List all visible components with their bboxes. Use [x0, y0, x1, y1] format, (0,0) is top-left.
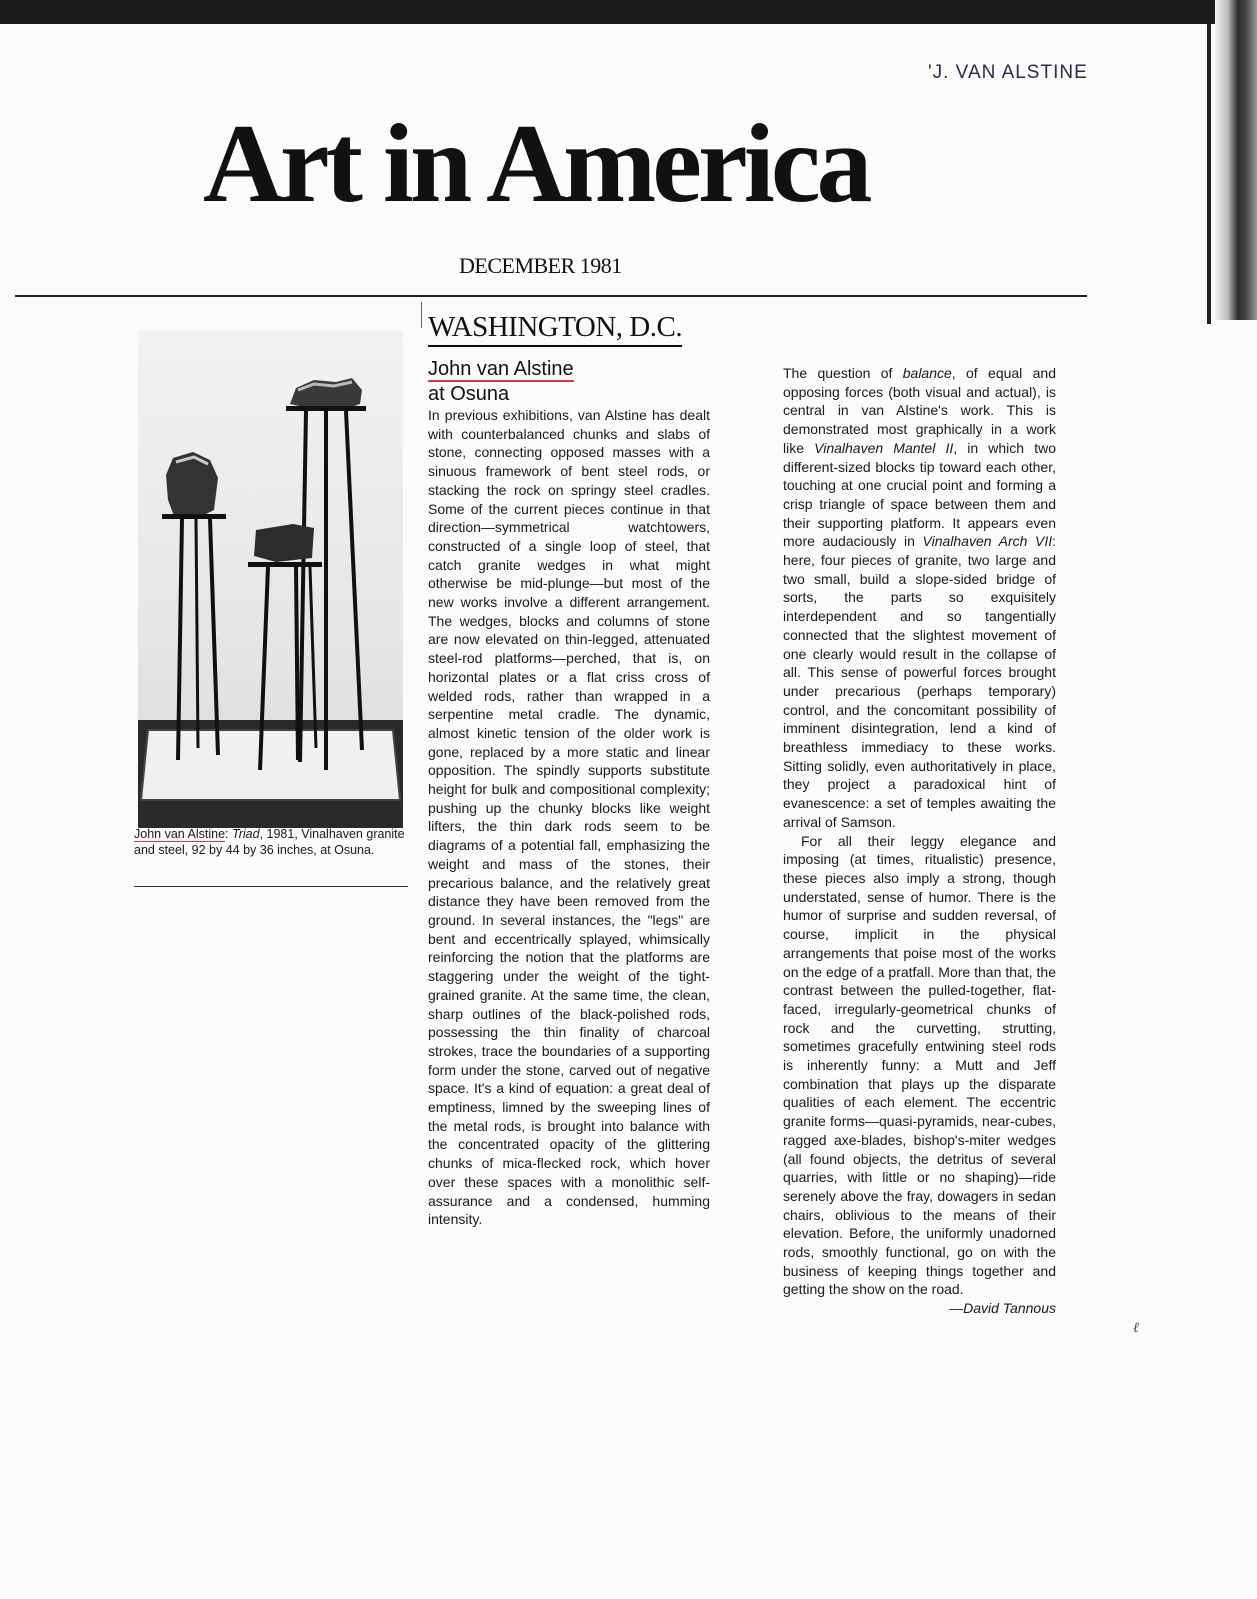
p2-text-e: , in which two different-sized blocks tip toward each other, touching at one crucial point and forming a crisp triangle of space between them and their supporting platform. It appears even more audaciously in [783, 439, 1056, 550]
scan-top-edge [0, 0, 1257, 24]
p2-italic-mantel: Vinalhaven Mantel II [814, 439, 954, 456]
p2-text-g: : here, four pieces of granite, two large and two small, build a slope-sided bridge of sorts, the parts so exquisitely interdependent and so tangentially connected that the slightest movement of one clearly would result in the collapse of all. This sense of powerful forces brought under precarious (perhaps temporary) control, and the concomitant possibility of imminent disintegration, lend a kind of breathless immediacy to these works. Sitting solidly, even authoritatively in place, they project a paradoxical hint of evanescence: a set of temples awaiting the arrival of Samson. [783, 533, 1056, 830]
headline-artist: John van Alstine [428, 358, 574, 380]
p2-text-c: , of equal and opposing forces (both visual and actual), is central in van Alstine's work. This is demonstrated most graphically in a work like [783, 365, 1056, 456]
caption-artist: John van Alstine [134, 827, 226, 841]
scan-right-line [1207, 24, 1211, 324]
p3-text: For all their leggy elegance and imposing (at times, ritualistic) presence, these pieces also imply a strong, though understated, sense of humor. There is the humor of surprise and sudden reversal, of course, implicit in the physical arrangements that poise most of the works on the edge of a pratfall. More than that, the contrast between the pulled-together, flat-faced, irregularly-geometrical chunks of rock and the curvetting, strutting, sometimes gracefully entwining steel rods is inherently funny: a Mutt and Jeff combination that plays up the disparate qualities of each element. The eccentric granite forms—quasi-pyramids, near-cubes, ragged axe-blades, bishop's-miter wedges (all found objects, the detritus of several quarries, with little or no shaping)—ride serenely above the fray, dowagers in sedan chairs, oblivious to the means of their elevation. Before, the uniformly unadorned rods, smoothly functional, go on with the business of keeping things together and getting the show on the road. [783, 832, 1056, 1298]
article-paragraph-1: In previous exhibitions, van Alstine has dealt with counterbalanced chunks and slabs of stone, connecting opposed masses with a sinuous framework of bent steel rods, or stacking the rock on springy steel cradles. Some of the current pieces continue in that direction—symmetrical watchtowers, constructed of a single loop of steel, that catch granite wedges in what might otherwise be mid-plunge—but most of the new works involve a different arrangement. The wedges, blocks and columns of stone are now elevated on thin-legged, attenuated steel-rod platforms—perched, that is, on horizontal plates or a flat criss cross of welded rods, rather than wrapped in a serpentine metal cradle. The dynamic, almost kinetic tension of the older work is gone, replaced by a more static and linear opposition. The spindly supports substitute height for bulk and compositional complexity; pushing up the chunky blocks like weight lifters, the thin dark rods seem to be diagrams of a potential fall, emphasizing the weight and mass of the stones, their precarious balance, and the relatively great distance they have been removed from the ground. In several instances, the "legs" are bent and eccentrically splayed, whimsically reinforcing the notion that the platforms are staggering under the weight of the tight-grained granite. At the same time, the clean, sharp outlines of the black-polished rods, possessing the thin finality of charcoal strokes, trace the boundaries of a supporting form under the stone, carved out of negative space. It's a kind of equation: a great deal of emptiness, limned by the sweeping lines of the metal rods, is brought into balance with the concentrated opacity of the glittering chunks of mica-flecked rock, which hover over these spaces with a monolithic self-assurance and a condensed, humming intensity. [428, 407, 710, 1228]
issue-date: DECEMBER 1981 [459, 253, 622, 278]
scan-right-edge [1215, 0, 1257, 320]
column-rule [421, 302, 422, 328]
headline-venue: at Osuna [428, 383, 510, 405]
section-title: WASHINGTON, D.C. [428, 310, 682, 347]
p2-italic-balance: balance [902, 365, 952, 381]
article-paragraph-2 [783, 364, 1056, 832]
name-stamp: 'J. VAN ALSTINE [928, 62, 1088, 83]
article-paragraph-3 [783, 832, 1056, 1317]
sculpture-photo [138, 330, 403, 828]
p2-italic-arch: Vinalhaven Arch VII [922, 533, 1053, 550]
header-rule [15, 295, 1087, 297]
margin-mark: ℓ [1133, 1321, 1139, 1336]
article-headline [428, 357, 574, 407]
article-column-1 [428, 406, 710, 1229]
p2-text-a: The question of [783, 365, 903, 381]
photo-caption: John van Alstine: Triad, 1981, Vinalhaven granite and steel, 92 by 44 by 36 inches, at Osuna. [134, 827, 405, 857]
sculpture-photo-icon [138, 330, 403, 828]
author-signature: —David Tannous [949, 1300, 1056, 1317]
article-column-2 [783, 364, 1056, 1318]
caption-title: Triad [232, 827, 260, 841]
masthead: Art in America [203, 102, 869, 226]
caption-rule [134, 886, 408, 887]
caption-details: , 1981, Vinalhaven granite and steel, 92 by 44 by 36 inches, at Osuna. [134, 827, 405, 857]
